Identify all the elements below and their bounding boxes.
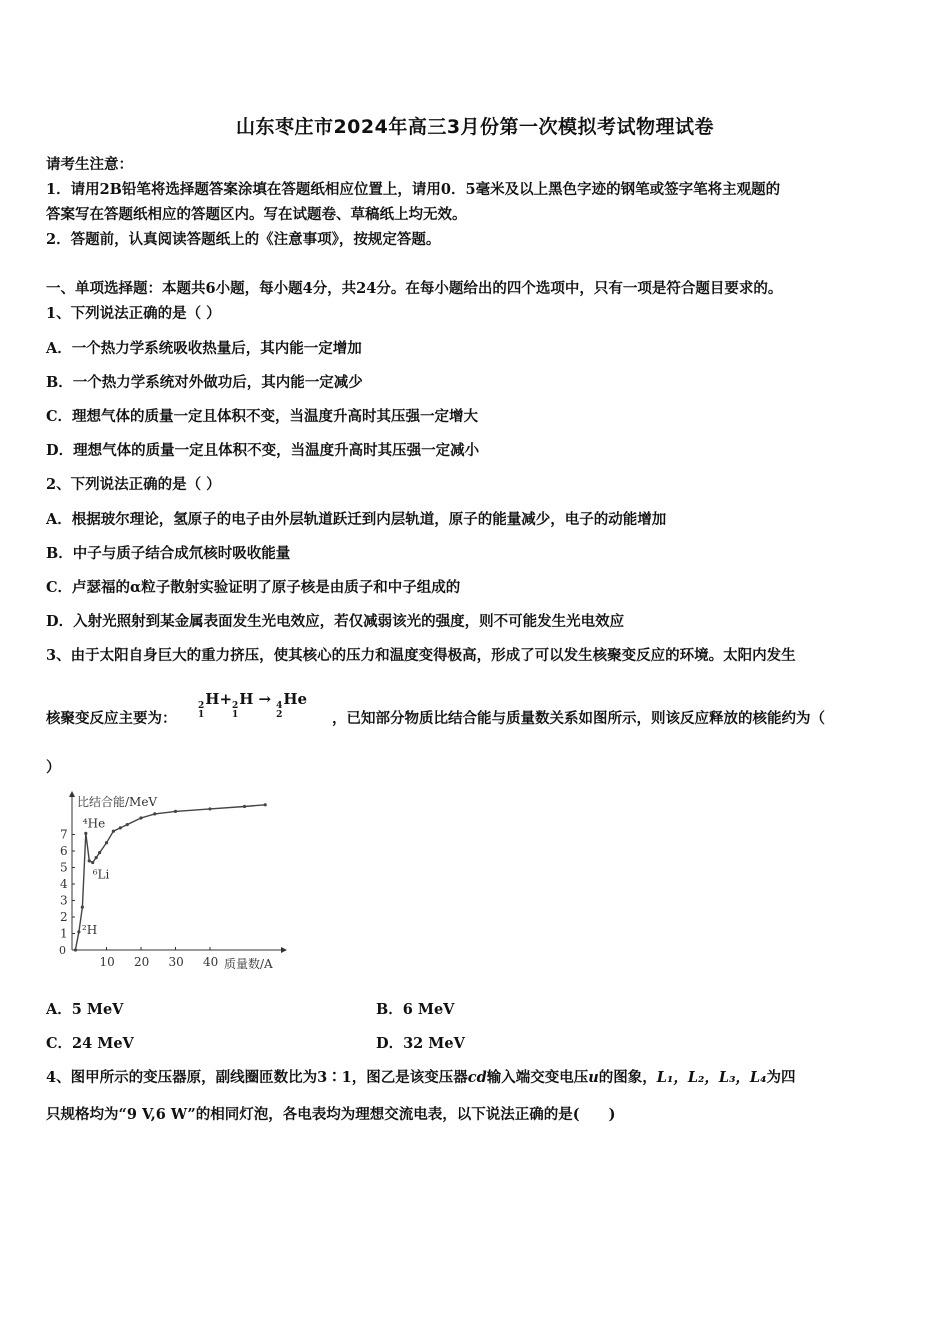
data-point: [95, 856, 98, 859]
notice-item-1-line-2: 答案写在答题纸相应的答题区内。写在试题卷、草稿纸上均无效。: [46, 206, 467, 223]
q4-stem-line-2: 只规格均为“9 V,6 W”的相同灯泡，各电表均为理想交流电表，以下说法正确的是( ): [46, 1106, 616, 1123]
nuclide-annotation: ²H: [81, 922, 98, 937]
q1-option-a: A．一个热力学系统吸收热量后，其内能一定增加: [46, 340, 362, 357]
data-point: [112, 830, 115, 833]
q3-option-b: B．6 MeV: [376, 1001, 455, 1018]
notice-item-2: 2．答题前，认真阅读答题纸上的《注意事项》，按规定答题。: [46, 231, 441, 248]
data-point: [84, 832, 87, 835]
origin-label: 0: [59, 944, 66, 957]
data-point: [77, 930, 80, 933]
data-point: [126, 823, 129, 826]
q3-option-d: D．32 MeV: [376, 1035, 465, 1052]
y-tick-label: 6: [60, 844, 68, 858]
product-symbol: He: [283, 690, 308, 708]
data-point: [74, 948, 77, 951]
reactant-2-numbers: 2 1: [232, 701, 239, 720]
q1-option-c: C．理想气体的质量一定且体积不变，当温度升高时其压强一定增大: [46, 408, 479, 425]
reactant-1-numbers: 2 1: [198, 701, 205, 720]
fusion-equation: [198, 690, 307, 720]
data-point: [119, 826, 122, 829]
q3-option-c: C．24 MeV: [46, 1035, 134, 1052]
q3-stem-line-2-pre: 核聚变反应主要为：: [46, 710, 177, 727]
q2-option-d: D．入射光照射到某金属表面发生光电效应，若仅减弱该光的强度，则不可能发生光电效应: [46, 613, 625, 630]
y-tick-label: 5: [60, 860, 68, 875]
reactant-2-symbol: H: [239, 690, 254, 708]
y-axis-label: 比结合能/MeV: [77, 795, 158, 809]
data-point: [139, 816, 142, 819]
notice-item-1-line-1: 1．请用2B铅笔将选择题答案涂填在答题纸相应位置上，请用0．5毫米及以上黑色字迹的钢笔或签字笔将主观题的: [46, 181, 781, 198]
q4-stem-line-1: 4、图甲所示的变压器原，副线圈匝数比为3∶1，图乙是该变压器cd输入端交变电压u的图象，L₁，L₂，L₃，L₄为四: [46, 1069, 796, 1086]
u-label: u: [588, 1069, 599, 1086]
data-point: [174, 810, 177, 813]
plus-sign: +: [219, 690, 233, 708]
data-point: [105, 841, 108, 844]
x-tick-label: 20: [134, 955, 150, 969]
q1-option-b: B．一个热力学系统对外做功后，其内能一定减少: [46, 374, 363, 391]
q2-stem: 2、下列说法正确的是（ ）: [46, 476, 221, 493]
data-point: [81, 906, 84, 909]
data-point: [208, 807, 211, 810]
q1-option-d: D．理想气体的质量一定且体积不变，当温度升高时其压强一定减小: [46, 442, 480, 459]
q3-stem-line-3: ）: [46, 759, 61, 776]
nuclide-annotation: ⁴He: [82, 816, 106, 831]
data-point: [98, 851, 101, 854]
q2-option-b: B．中子与质子结合成氘核时吸收能量: [46, 545, 291, 562]
page-title: 山东枣庄市2024年高三3月份第一次模拟考试物理试卷: [235, 116, 715, 138]
x-tick-label: 10: [99, 955, 115, 969]
q2-option-a: A．根据玻尔理论，氢原子的电子由外层轨道跃迁到内层轨道，原子的能量减少，电子的动能增加: [46, 511, 667, 528]
nuclide-annotation: ⁶Li: [92, 867, 110, 882]
cd-label: cd: [467, 1069, 487, 1086]
q3-option-a: A．5 MeV: [46, 1001, 124, 1018]
binding-energy-chart: [44, 786, 294, 976]
binding-energy-chart-svg: [44, 786, 294, 976]
y-tick-label: 1: [60, 926, 68, 941]
data-point: [91, 861, 94, 864]
q3-stem-line-1: 3、由于太阳自身巨大的重力挤压，使其核心的压力和温度变得极高，形成了可以发生核聚变反应的环境。太阳内发生: [46, 647, 796, 664]
x-tick-label: 30: [168, 955, 184, 969]
lamp-labels: L₁，L₂，L₃，L₄: [656, 1069, 767, 1086]
reaction-arrow: →: [258, 690, 272, 708]
reactant-1-symbol: H: [205, 690, 220, 708]
tick-group: [60, 828, 218, 970]
y-tick-label: 2: [60, 910, 68, 924]
y-tick-label: 4: [60, 877, 68, 891]
x-tick-label: 40: [203, 955, 219, 969]
section-1-heading: 一、单项选择题：本题共6小题，每小题4分，共24分。在每小题给出的四个选项中，只有一项是符合题目要求的。: [46, 280, 783, 297]
data-point: [88, 859, 91, 862]
product-numbers: 4 2: [276, 701, 283, 720]
q2-option-c: C．卢瑟福的α粒子散射实验证明了原子核是由质子和中子组成的: [46, 579, 461, 596]
annotation-group: [74, 803, 267, 951]
y-tick-label: 3: [60, 893, 68, 908]
data-point: [264, 803, 267, 806]
q3-stem-line-2-post: ，已知部分物质比结合能与质量数关系如图所示，则该反应释放的核能约为（: [332, 710, 825, 727]
x-axis-label: 质量数/A: [224, 957, 273, 971]
data-point: [243, 805, 246, 808]
notice-heading: 请考生注意：: [46, 156, 133, 173]
q1-stem: 1、下列说法正确的是（ ）: [46, 305, 221, 322]
data-point: [153, 812, 156, 815]
y-tick-label: 7: [60, 827, 68, 842]
